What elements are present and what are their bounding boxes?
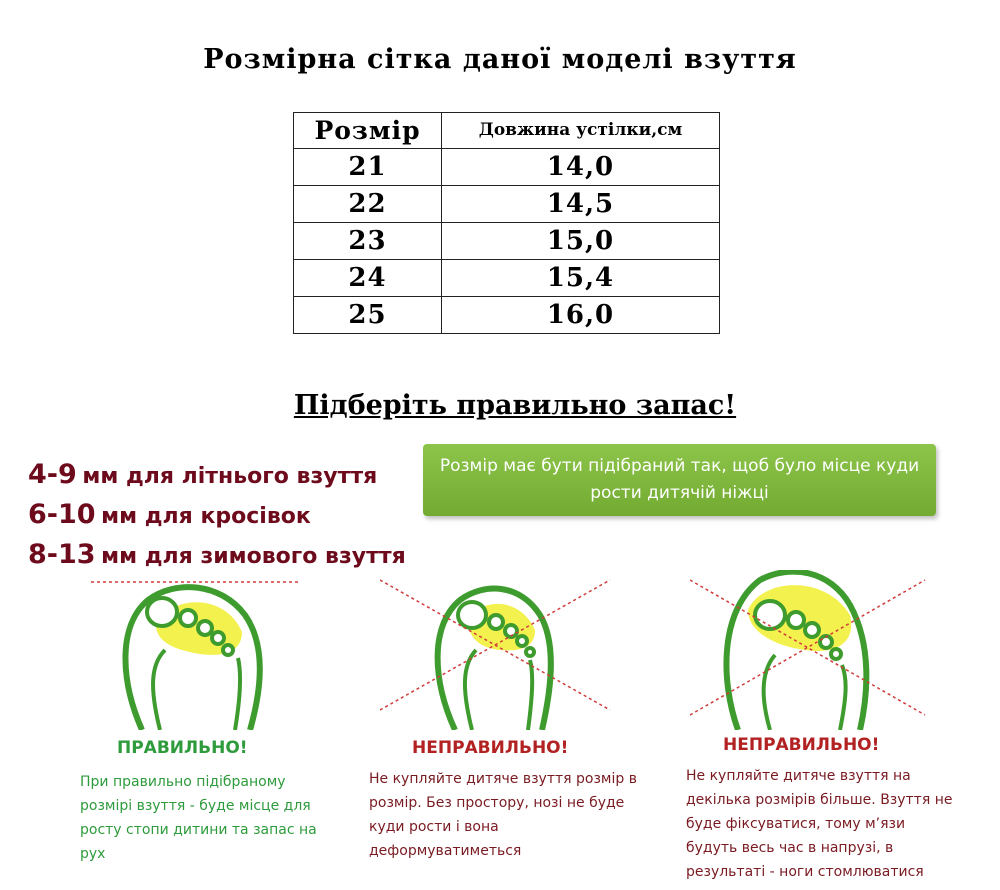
table-header-row — [294, 113, 720, 149]
table-row — [294, 185, 720, 222]
verdict-loose: НЕПРАВИЛЬНО! — [723, 735, 880, 755]
page-title: Розмірна сітка даної моделі взуття — [203, 44, 797, 75]
foot-tight-illustration — [380, 570, 630, 730]
margin-range: 6-10 — [28, 499, 96, 530]
table-row — [294, 148, 720, 185]
size-cell: 21 — [294, 148, 442, 185]
desc-correct: При правильно підібраному розмірі взуття - буде місце для росту стопи дитини та запас на рух — [80, 774, 317, 862]
size-cell: 22 — [294, 185, 442, 222]
desc-tight: Не купляйте дитяче взуття розмір в розмір. Без простору, нозі не буде куди рости і вона деформуватиметься — [369, 771, 637, 859]
header-insole-length: Довжина устілки,см — [442, 113, 720, 149]
header-size: Розмір — [294, 113, 442, 149]
verdict-correct: ПРАВИЛЬНО! — [117, 738, 248, 758]
foot-correct-illustration — [90, 570, 340, 730]
length-cell: 16,0 — [442, 296, 720, 333]
advice-banner: Розмір має бути підібраний так, щоб було місце куди рости дитячій ніжці — [423, 444, 936, 516]
margin-list — [28, 456, 406, 576]
size-cell: 25 — [294, 296, 442, 333]
table-row — [294, 259, 720, 296]
section-subtitle: Підберіть правильно запас! — [293, 390, 737, 421]
margin-item-summer — [28, 456, 406, 496]
length-cell: 14,0 — [442, 148, 720, 185]
margin-item-sneakers — [28, 496, 406, 536]
size-table — [293, 112, 720, 334]
size-cell: 23 — [294, 222, 442, 259]
margin-range: 8-13 — [28, 539, 96, 570]
foot-loose-illustration — [690, 570, 940, 730]
margin-text: мм для зимового взуття — [101, 544, 406, 569]
margin-text: мм для літнього взуття — [82, 464, 378, 489]
margin-range: 4-9 — [28, 459, 77, 490]
margin-text: мм для кросівок — [101, 504, 311, 529]
length-cell: 14,5 — [442, 185, 720, 222]
desc-loose: Не купляйте дитяче взуття на декілька розмірів більше. Взуття не буде фіксуватися, тому м’язи будуть весь час в напрузі, в результаті - ноги стомлюватися — [686, 768, 953, 880]
verdict-tight: НЕПРАВИЛЬНО! — [412, 738, 569, 758]
size-cell: 24 — [294, 259, 442, 296]
table-row — [294, 296, 720, 333]
length-cell: 15,0 — [442, 222, 720, 259]
table-row — [294, 222, 720, 259]
length-cell: 15,4 — [442, 259, 720, 296]
